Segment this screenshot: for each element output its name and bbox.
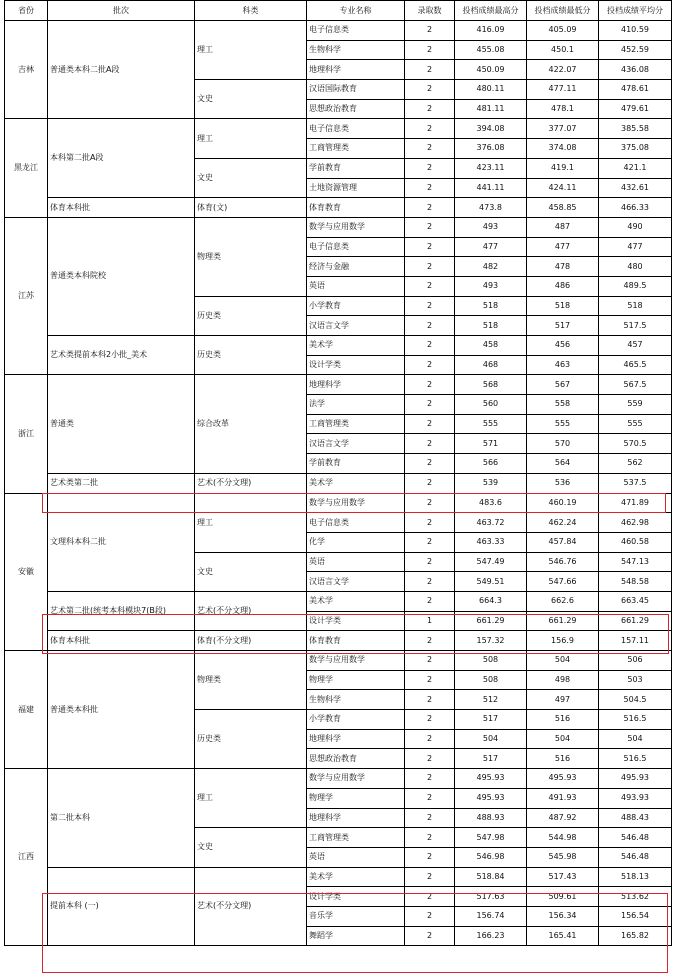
category-cell: 文史 (195, 80, 307, 119)
category-cell: 历史类 (195, 710, 307, 769)
admitted-count-cell: 2 (405, 158, 455, 178)
avg-score-cell: 460.58 (599, 532, 672, 552)
major-name-cell: 音乐学 (307, 906, 405, 926)
major-name-cell: 思想政治教育 (307, 749, 405, 769)
avg-score-cell: 517.5 (599, 316, 672, 336)
avg-score-cell: 547.13 (599, 552, 672, 572)
avg-score-cell: 462.98 (599, 513, 672, 533)
avg-score-cell: 504 (599, 729, 672, 749)
max-score-cell: 481.11 (455, 99, 527, 119)
batch-cell: 普通类 (48, 375, 195, 473)
table-row (5, 769, 672, 789)
admitted-count-cell: 2 (405, 651, 455, 671)
max-score-cell: 166.23 (455, 926, 527, 946)
admitted-count-cell: 2 (405, 276, 455, 296)
max-score-cell: 571 (455, 434, 527, 454)
avg-score-cell: 661.29 (599, 611, 672, 631)
category-cell: 文史 (195, 158, 307, 197)
avg-score-cell: 663.45 (599, 591, 672, 611)
admitted-count-cell: 2 (405, 355, 455, 375)
max-score-cell: 555 (455, 414, 527, 434)
avg-score-cell: 375.08 (599, 139, 672, 159)
admitted-count-cell: 2 (405, 237, 455, 257)
major-name-cell: 工商管理类 (307, 139, 405, 159)
major-name-cell: 美术学 (307, 591, 405, 611)
category-cell: 理工 (195, 119, 307, 158)
max-score-cell: 493 (455, 217, 527, 237)
max-score-cell: 495.93 (455, 788, 527, 808)
avg-score-cell: 421.1 (599, 158, 672, 178)
admitted-count-cell: 2 (405, 454, 455, 474)
min-score-cell: 509.61 (527, 887, 599, 907)
max-score-cell: 423.11 (455, 158, 527, 178)
avg-score-cell: 518 (599, 296, 672, 316)
table-row (5, 651, 672, 671)
major-name-cell: 生物科学 (307, 690, 405, 710)
header-row (5, 1, 672, 21)
category-cell: 艺术(不分文理) (195, 867, 307, 946)
admitted-count-cell: 2 (405, 729, 455, 749)
min-score-cell: 491.93 (527, 788, 599, 808)
admitted-count-cell: 2 (405, 198, 455, 218)
avg-score-cell: 504.5 (599, 690, 672, 710)
major-name-cell: 美术学 (307, 336, 405, 356)
admitted-count-cell: 2 (405, 414, 455, 434)
category-cell: 理工 (195, 21, 307, 80)
major-name-cell: 物理学 (307, 788, 405, 808)
admitted-count-cell: 2 (405, 60, 455, 80)
admitted-count-cell: 2 (405, 690, 455, 710)
min-score-cell: 422.07 (527, 60, 599, 80)
admitted-count-cell: 2 (405, 749, 455, 769)
admitted-count-cell: 2 (405, 670, 455, 690)
avg-score-cell: 506 (599, 651, 672, 671)
major-name-cell: 生物科学 (307, 40, 405, 60)
batch-cell: 本科第二批A段 (48, 119, 195, 198)
table-row (5, 198, 672, 218)
max-score-cell: 458 (455, 336, 527, 356)
min-score-cell: 558 (527, 395, 599, 415)
major-name-cell: 设计学类 (307, 611, 405, 631)
min-score-cell: 545.98 (527, 847, 599, 867)
max-score-cell: 450.09 (455, 60, 527, 80)
min-score-cell: 536 (527, 473, 599, 493)
avg-score-cell: 567.5 (599, 375, 672, 395)
avg-score-cell: 478.61 (599, 80, 672, 100)
avg-score-cell: 559 (599, 395, 672, 415)
max-score-cell: 549.51 (455, 572, 527, 592)
table-row (5, 867, 672, 887)
major-name-cell: 地理科学 (307, 729, 405, 749)
avg-score-cell: 546.48 (599, 847, 672, 867)
avg-score-cell: 490 (599, 217, 672, 237)
major-name-cell: 电子信息类 (307, 21, 405, 41)
admitted-count-cell: 2 (405, 296, 455, 316)
header-admitted-count: 录取数 (405, 1, 455, 21)
major-name-cell: 思想政治教育 (307, 99, 405, 119)
category-cell: 体育(文) (195, 198, 307, 218)
category-cell: 体育(不分文理) (195, 631, 307, 651)
min-score-cell: 544.98 (527, 828, 599, 848)
max-score-cell: 483.6 (455, 493, 527, 513)
major-name-cell: 数学与应用数学 (307, 651, 405, 671)
admitted-count-cell: 2 (405, 847, 455, 867)
avg-score-cell: 410.59 (599, 21, 672, 41)
batch-cell: 提前本科 (一) (48, 867, 195, 946)
min-score-cell: 156.9 (527, 631, 599, 651)
avg-score-cell: 548.58 (599, 572, 672, 592)
min-score-cell: 570 (527, 434, 599, 454)
admitted-count-cell: 2 (405, 257, 455, 277)
max-score-cell: 539 (455, 473, 527, 493)
major-name-cell: 美术学 (307, 473, 405, 493)
avg-score-cell: 516.5 (599, 710, 672, 730)
major-name-cell: 化学 (307, 532, 405, 552)
max-score-cell: 473.8 (455, 198, 527, 218)
avg-score-cell: 555 (599, 414, 672, 434)
admission-scores-table (4, 0, 672, 946)
admitted-count-cell: 2 (405, 139, 455, 159)
admitted-count-cell: 2 (405, 99, 455, 119)
max-score-cell: 488.93 (455, 808, 527, 828)
major-name-cell: 数学与应用数学 (307, 493, 405, 513)
major-name-cell: 体育教育 (307, 631, 405, 651)
min-score-cell: 462.24 (527, 513, 599, 533)
batch-cell: 普通类本科批 (48, 651, 195, 769)
category-cell: 理工 (195, 493, 307, 552)
min-score-cell: 487.92 (527, 808, 599, 828)
major-name-cell: 土地资源管理 (307, 178, 405, 198)
province-cell: 安徽 (5, 493, 48, 651)
max-score-cell: 416.09 (455, 21, 527, 41)
avg-score-cell: 385.58 (599, 119, 672, 139)
avg-score-cell: 479.61 (599, 99, 672, 119)
batch-cell: 艺术类第二批 (48, 473, 195, 493)
min-score-cell: 374.08 (527, 139, 599, 159)
table-row (5, 375, 672, 395)
header-avg-score: 投档成绩平均分 (599, 1, 672, 21)
avg-score-cell: 546.48 (599, 828, 672, 848)
min-score-cell: 504 (527, 651, 599, 671)
major-name-cell: 地理科学 (307, 60, 405, 80)
max-score-cell: 661.29 (455, 611, 527, 631)
avg-score-cell: 513.62 (599, 887, 672, 907)
major-name-cell: 地理科学 (307, 375, 405, 395)
min-score-cell: 661.29 (527, 611, 599, 631)
max-score-cell: 512 (455, 690, 527, 710)
major-name-cell: 工商管理类 (307, 414, 405, 434)
avg-score-cell: 156.54 (599, 906, 672, 926)
admitted-count-cell: 1 (405, 611, 455, 631)
header-category: 科类 (195, 1, 307, 21)
major-name-cell: 英语 (307, 847, 405, 867)
province-cell: 黑龙江 (5, 119, 48, 217)
admitted-count-cell: 2 (405, 493, 455, 513)
max-score-cell: 468 (455, 355, 527, 375)
admitted-count-cell: 2 (405, 906, 455, 926)
admitted-count-cell: 2 (405, 513, 455, 533)
major-name-cell: 小学教育 (307, 296, 405, 316)
min-score-cell: 405.09 (527, 21, 599, 41)
admitted-count-cell: 2 (405, 572, 455, 592)
major-name-cell: 英语 (307, 552, 405, 572)
table-row (5, 21, 672, 41)
min-score-cell: 498 (527, 670, 599, 690)
admitted-count-cell: 2 (405, 591, 455, 611)
batch-cell: 普通类本科二批A段 (48, 21, 195, 119)
avg-score-cell: 493.93 (599, 788, 672, 808)
major-name-cell: 体育教育 (307, 198, 405, 218)
min-score-cell: 547.66 (527, 572, 599, 592)
avg-score-cell: 537.5 (599, 473, 672, 493)
max-score-cell: 480.11 (455, 80, 527, 100)
admitted-count-cell: 2 (405, 375, 455, 395)
min-score-cell: 662.6 (527, 591, 599, 611)
province-cell: 江西 (5, 769, 48, 946)
major-name-cell: 设计学类 (307, 355, 405, 375)
min-score-cell: 457.84 (527, 532, 599, 552)
min-score-cell: 460.19 (527, 493, 599, 513)
max-score-cell: 547.49 (455, 552, 527, 572)
admitted-count-cell: 2 (405, 336, 455, 356)
avg-score-cell: 157.11 (599, 631, 672, 651)
max-score-cell: 560 (455, 395, 527, 415)
min-score-cell: 567 (527, 375, 599, 395)
table-row (5, 631, 672, 651)
province-cell: 江苏 (5, 217, 48, 375)
major-name-cell: 学前教育 (307, 454, 405, 474)
admitted-count-cell: 2 (405, 316, 455, 336)
max-score-cell: 566 (455, 454, 527, 474)
avg-score-cell: 503 (599, 670, 672, 690)
admitted-count-cell: 2 (405, 631, 455, 651)
admitted-count-cell: 2 (405, 867, 455, 887)
min-score-cell: 477 (527, 237, 599, 257)
max-score-cell: 156.74 (455, 906, 527, 926)
header-major: 专业名称 (307, 1, 405, 21)
max-score-cell: 518.84 (455, 867, 527, 887)
major-name-cell: 数学与应用数学 (307, 769, 405, 789)
batch-cell: 艺术类提前本科2小批_美术 (48, 336, 195, 375)
major-name-cell: 物理学 (307, 670, 405, 690)
min-score-cell: 463 (527, 355, 599, 375)
category-cell: 历史类 (195, 296, 307, 335)
header-province: 省份 (5, 1, 48, 21)
max-score-cell: 482 (455, 257, 527, 277)
min-score-cell: 478.1 (527, 99, 599, 119)
batch-cell: 文理科本科二批 (48, 493, 195, 591)
major-name-cell: 汉语国际教育 (307, 80, 405, 100)
admitted-count-cell: 2 (405, 40, 455, 60)
admitted-count-cell: 2 (405, 395, 455, 415)
batch-cell: 第二批本科 (48, 769, 195, 867)
major-name-cell: 汉语言文学 (307, 434, 405, 454)
max-score-cell: 508 (455, 651, 527, 671)
max-score-cell: 518 (455, 296, 527, 316)
min-score-cell: 419.1 (527, 158, 599, 178)
min-score-cell: 456 (527, 336, 599, 356)
admitted-count-cell: 2 (405, 926, 455, 946)
admitted-count-cell: 2 (405, 769, 455, 789)
min-score-cell: 517 (527, 316, 599, 336)
table-row (5, 493, 672, 513)
max-score-cell: 463.33 (455, 532, 527, 552)
avg-score-cell: 436.08 (599, 60, 672, 80)
avg-score-cell: 432.61 (599, 178, 672, 198)
major-name-cell: 设计学类 (307, 887, 405, 907)
admitted-count-cell: 2 (405, 21, 455, 41)
min-score-cell: 165.41 (527, 926, 599, 946)
category-cell: 综合改革 (195, 375, 307, 473)
header-max-score: 投档成绩最高分 (455, 1, 527, 21)
major-name-cell: 经济与金融 (307, 257, 405, 277)
major-name-cell: 学前教育 (307, 158, 405, 178)
avg-score-cell: 452.59 (599, 40, 672, 60)
max-score-cell: 394.08 (455, 119, 527, 139)
major-name-cell: 工商管理类 (307, 828, 405, 848)
batch-cell: 普通类本科院校 (48, 217, 195, 335)
table-body (5, 21, 672, 946)
min-score-cell: 564 (527, 454, 599, 474)
avg-score-cell: 477 (599, 237, 672, 257)
header-min-score: 投档成绩最低分 (527, 1, 599, 21)
min-score-cell: 504 (527, 729, 599, 749)
avg-score-cell: 488.43 (599, 808, 672, 828)
admitted-count-cell: 2 (405, 887, 455, 907)
major-name-cell: 电子信息类 (307, 119, 405, 139)
avg-score-cell: 480 (599, 257, 672, 277)
major-name-cell: 电子信息类 (307, 237, 405, 257)
max-score-cell: 455.08 (455, 40, 527, 60)
admitted-count-cell: 2 (405, 710, 455, 730)
category-cell: 物理类 (195, 651, 307, 710)
min-score-cell: 156.34 (527, 906, 599, 926)
max-score-cell: 441.11 (455, 178, 527, 198)
avg-score-cell: 465.5 (599, 355, 672, 375)
min-score-cell: 450.1 (527, 40, 599, 60)
avg-score-cell: 562 (599, 454, 672, 474)
min-score-cell: 458.85 (527, 198, 599, 218)
max-score-cell: 547.98 (455, 828, 527, 848)
category-cell: 文史 (195, 828, 307, 867)
admitted-count-cell: 2 (405, 473, 455, 493)
min-score-cell: 516 (527, 749, 599, 769)
admitted-count-cell: 2 (405, 532, 455, 552)
max-score-cell: 157.32 (455, 631, 527, 651)
min-score-cell: 487 (527, 217, 599, 237)
major-name-cell: 汉语言文学 (307, 316, 405, 336)
max-score-cell: 546.98 (455, 847, 527, 867)
table-row (5, 473, 672, 493)
admitted-count-cell: 2 (405, 808, 455, 828)
table-row (5, 217, 672, 237)
min-score-cell: 424.11 (527, 178, 599, 198)
category-cell: 理工 (195, 769, 307, 828)
admitted-count-cell: 2 (405, 178, 455, 198)
min-score-cell: 555 (527, 414, 599, 434)
max-score-cell: 493 (455, 276, 527, 296)
admitted-count-cell: 2 (405, 828, 455, 848)
max-score-cell: 664.3 (455, 591, 527, 611)
batch-cell: 体育本科批 (48, 198, 195, 218)
max-score-cell: 517 (455, 749, 527, 769)
admitted-count-cell: 2 (405, 80, 455, 100)
admitted-count-cell: 2 (405, 552, 455, 572)
min-score-cell: 495.93 (527, 769, 599, 789)
max-score-cell: 504 (455, 729, 527, 749)
category-cell: 历史类 (195, 336, 307, 375)
major-name-cell: 地理科学 (307, 808, 405, 828)
table-row (5, 336, 672, 356)
major-name-cell: 汉语言文学 (307, 572, 405, 592)
major-name-cell: 法学 (307, 395, 405, 415)
avg-score-cell: 489.5 (599, 276, 672, 296)
avg-score-cell: 466.33 (599, 198, 672, 218)
min-score-cell: 477.11 (527, 80, 599, 100)
batch-cell: 体育本科批 (48, 631, 195, 651)
province-cell: 吉林 (5, 21, 48, 119)
major-name-cell: 英语 (307, 276, 405, 296)
major-name-cell: 舞蹈学 (307, 926, 405, 946)
max-score-cell: 518 (455, 316, 527, 336)
avg-score-cell: 570.5 (599, 434, 672, 454)
admitted-count-cell: 2 (405, 217, 455, 237)
max-score-cell: 477 (455, 237, 527, 257)
max-score-cell: 517 (455, 710, 527, 730)
category-cell: 艺术(不分文理) (195, 591, 307, 630)
admitted-count-cell: 2 (405, 119, 455, 139)
max-score-cell: 508 (455, 670, 527, 690)
admitted-count-cell: 2 (405, 434, 455, 454)
avg-score-cell: 495.93 (599, 769, 672, 789)
major-name-cell: 数学与应用数学 (307, 217, 405, 237)
max-score-cell: 376.08 (455, 139, 527, 159)
avg-score-cell: 165.82 (599, 926, 672, 946)
avg-score-cell: 516.5 (599, 749, 672, 769)
min-score-cell: 546.76 (527, 552, 599, 572)
admitted-count-cell: 2 (405, 788, 455, 808)
max-score-cell: 517.63 (455, 887, 527, 907)
min-score-cell: 478 (527, 257, 599, 277)
min-score-cell: 486 (527, 276, 599, 296)
min-score-cell: 497 (527, 690, 599, 710)
avg-score-cell: 471.89 (599, 493, 672, 513)
min-score-cell: 516 (527, 710, 599, 730)
min-score-cell: 517.43 (527, 867, 599, 887)
table-row (5, 591, 672, 611)
max-score-cell: 463.72 (455, 513, 527, 533)
max-score-cell: 568 (455, 375, 527, 395)
table-row (5, 119, 672, 139)
major-name-cell: 美术学 (307, 867, 405, 887)
category-cell: 物理类 (195, 217, 307, 296)
min-score-cell: 377.07 (527, 119, 599, 139)
province-cell: 福建 (5, 651, 48, 769)
major-name-cell: 小学教育 (307, 710, 405, 730)
category-cell: 艺术(不分文理) (195, 473, 307, 493)
avg-score-cell: 518.13 (599, 867, 672, 887)
min-score-cell: 518 (527, 296, 599, 316)
avg-score-cell: 457 (599, 336, 672, 356)
batch-cell: 艺术第二批(统考本科模块7(B段) (48, 591, 195, 630)
max-score-cell: 495.93 (455, 769, 527, 789)
header-batch: 批次 (48, 1, 195, 21)
major-name-cell: 电子信息类 (307, 513, 405, 533)
province-cell: 浙江 (5, 375, 48, 493)
category-cell: 文史 (195, 552, 307, 591)
